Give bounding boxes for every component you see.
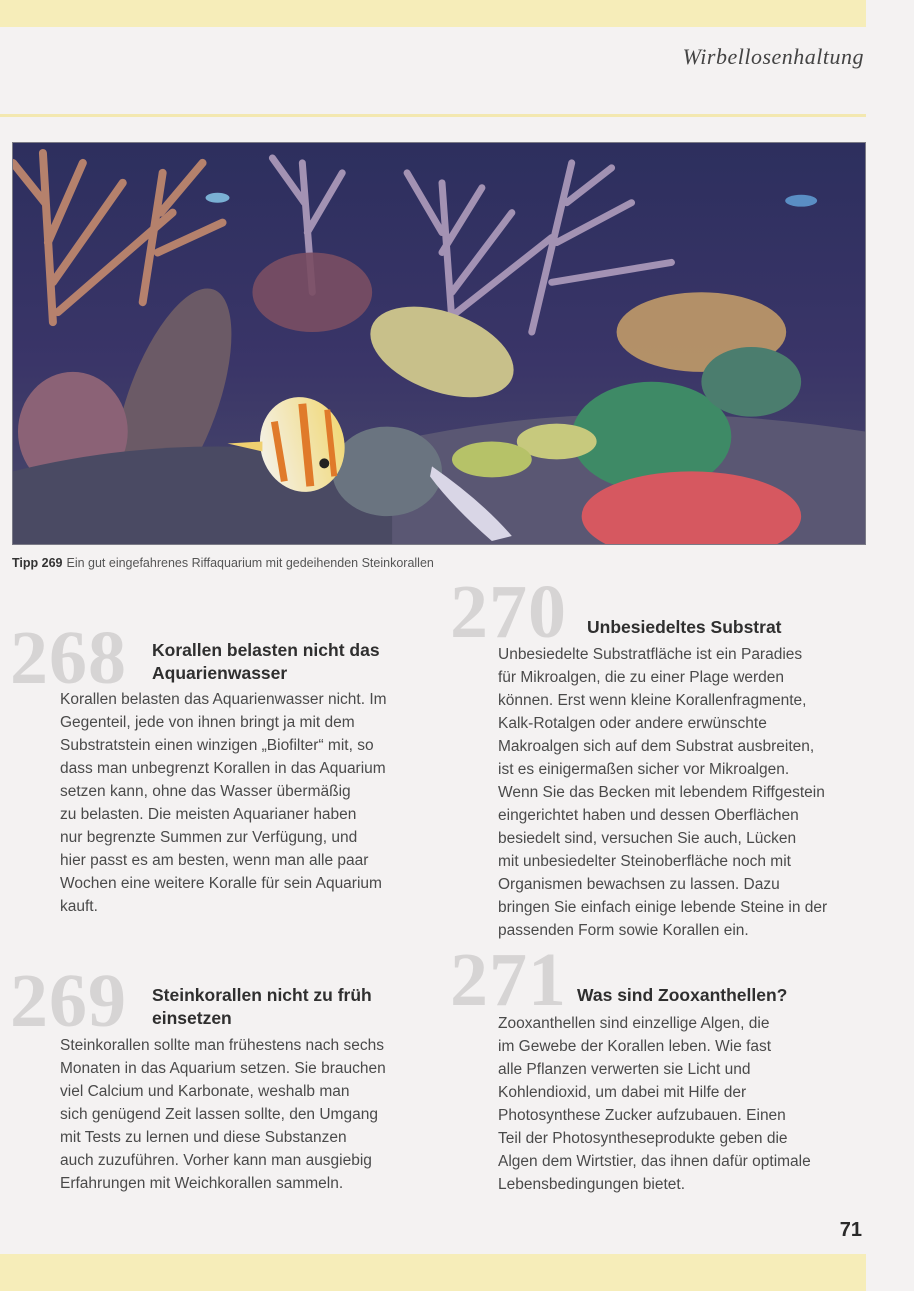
reef-aquarium-photo [12,142,866,545]
figure-caption [12,556,434,570]
tip-body: Zooxanthellen sind einzellige Algen, die im Gewebe der Korallen leben. Wie fast alle Pflanzen verwerten sie Licht und Kohlendioxid, um dabei mit Hilfe der Photosynthese Zucker aufzubauen. Einen Teil der Photosyntheseprodukte geben die Algen dem Wirtstier, das ihnen dafür optimale Lebensbedingungen bietet. [498,1015,811,1193]
page-number: 71 [839,1219,862,1241]
reef-illustration [13,143,865,544]
tip-title: Was sind Zooxanthellen? [577,985,788,1005]
tip-number: 271 [450,938,567,1022]
tip-title: Unbesiedeltes Substrat [587,617,782,637]
caption-label: Tipp 269 [12,556,63,570]
caption-text: Ein gut eingefahrenes Riffaquarium mit gedeihenden Steinkorallen [66,556,434,570]
top-color-band [0,0,866,27]
header-rule [0,114,866,117]
running-title: Wirbellosenhaltung [682,44,864,69]
tip-body: Unbesiedelte Substratfläche ist ein Paradies für Mikroalgen, die zu einer Plage werden können. Erst wenn kleine Korallenfragmente, Kalk-Rotalgen oder andere erwünschte Makroalgen sich auf dem Substrat ausbreiten, ist es einigermaßen sicher vor Mikroalgen. Wenn Sie das Becken mit lebendem Riffgestein eingerichtet haben und dessen Oberflächen besiedelt sind, versuchen Sie auch, Lücken mit unbesiedelter Steinoberfläche noch mit Organismen bewachsen zu lassen. Dazu bringen Sie einfach einige lebende Steine in der passenden Form sowie Korallen ein. [498,646,828,939]
tip-number: 268 [10,616,127,700]
tip-title: Steinkorallen nicht zu früh einsetzen [152,985,372,1028]
tip-title: Korallen belasten nicht das Aquarienwasser [152,640,380,683]
tip-body: Steinkorallen sollte man frühestens nach sechs Monaten in das Aquarium setzen. Sie brauchen viel Calcium und Karbonate, weshalb man sich genügend Zeit lassen sollte, den Umgang mit Tests zu lernen und diese Substanzen auch zuzuführen. Vorher kann man ausgiebig Erfahrungen mit Weichkorallen sammeln. [60,1037,386,1192]
tip-number: 269 [10,959,127,1043]
tip-number: 270 [450,570,567,654]
bottom-color-band [0,1254,866,1291]
tip-body: Korallen belasten das Aquarienwasser nicht. Im Gegenteil, jede von ihnen bringt ja mit dem Substratstein einen winzigen „Biofilter“ mit, so dass man unbegrenzt Korallen in das Aquarium setzen kann, ohne das Wasser übermäßig zu belasten. Die meisten Aquarianer haben nur begrenzte Summen zur Verfügung, und hier passt es am besten, wenn man alle paar Wochen eine weitere Koralle für sein Aquarium kauft. [60,691,387,915]
